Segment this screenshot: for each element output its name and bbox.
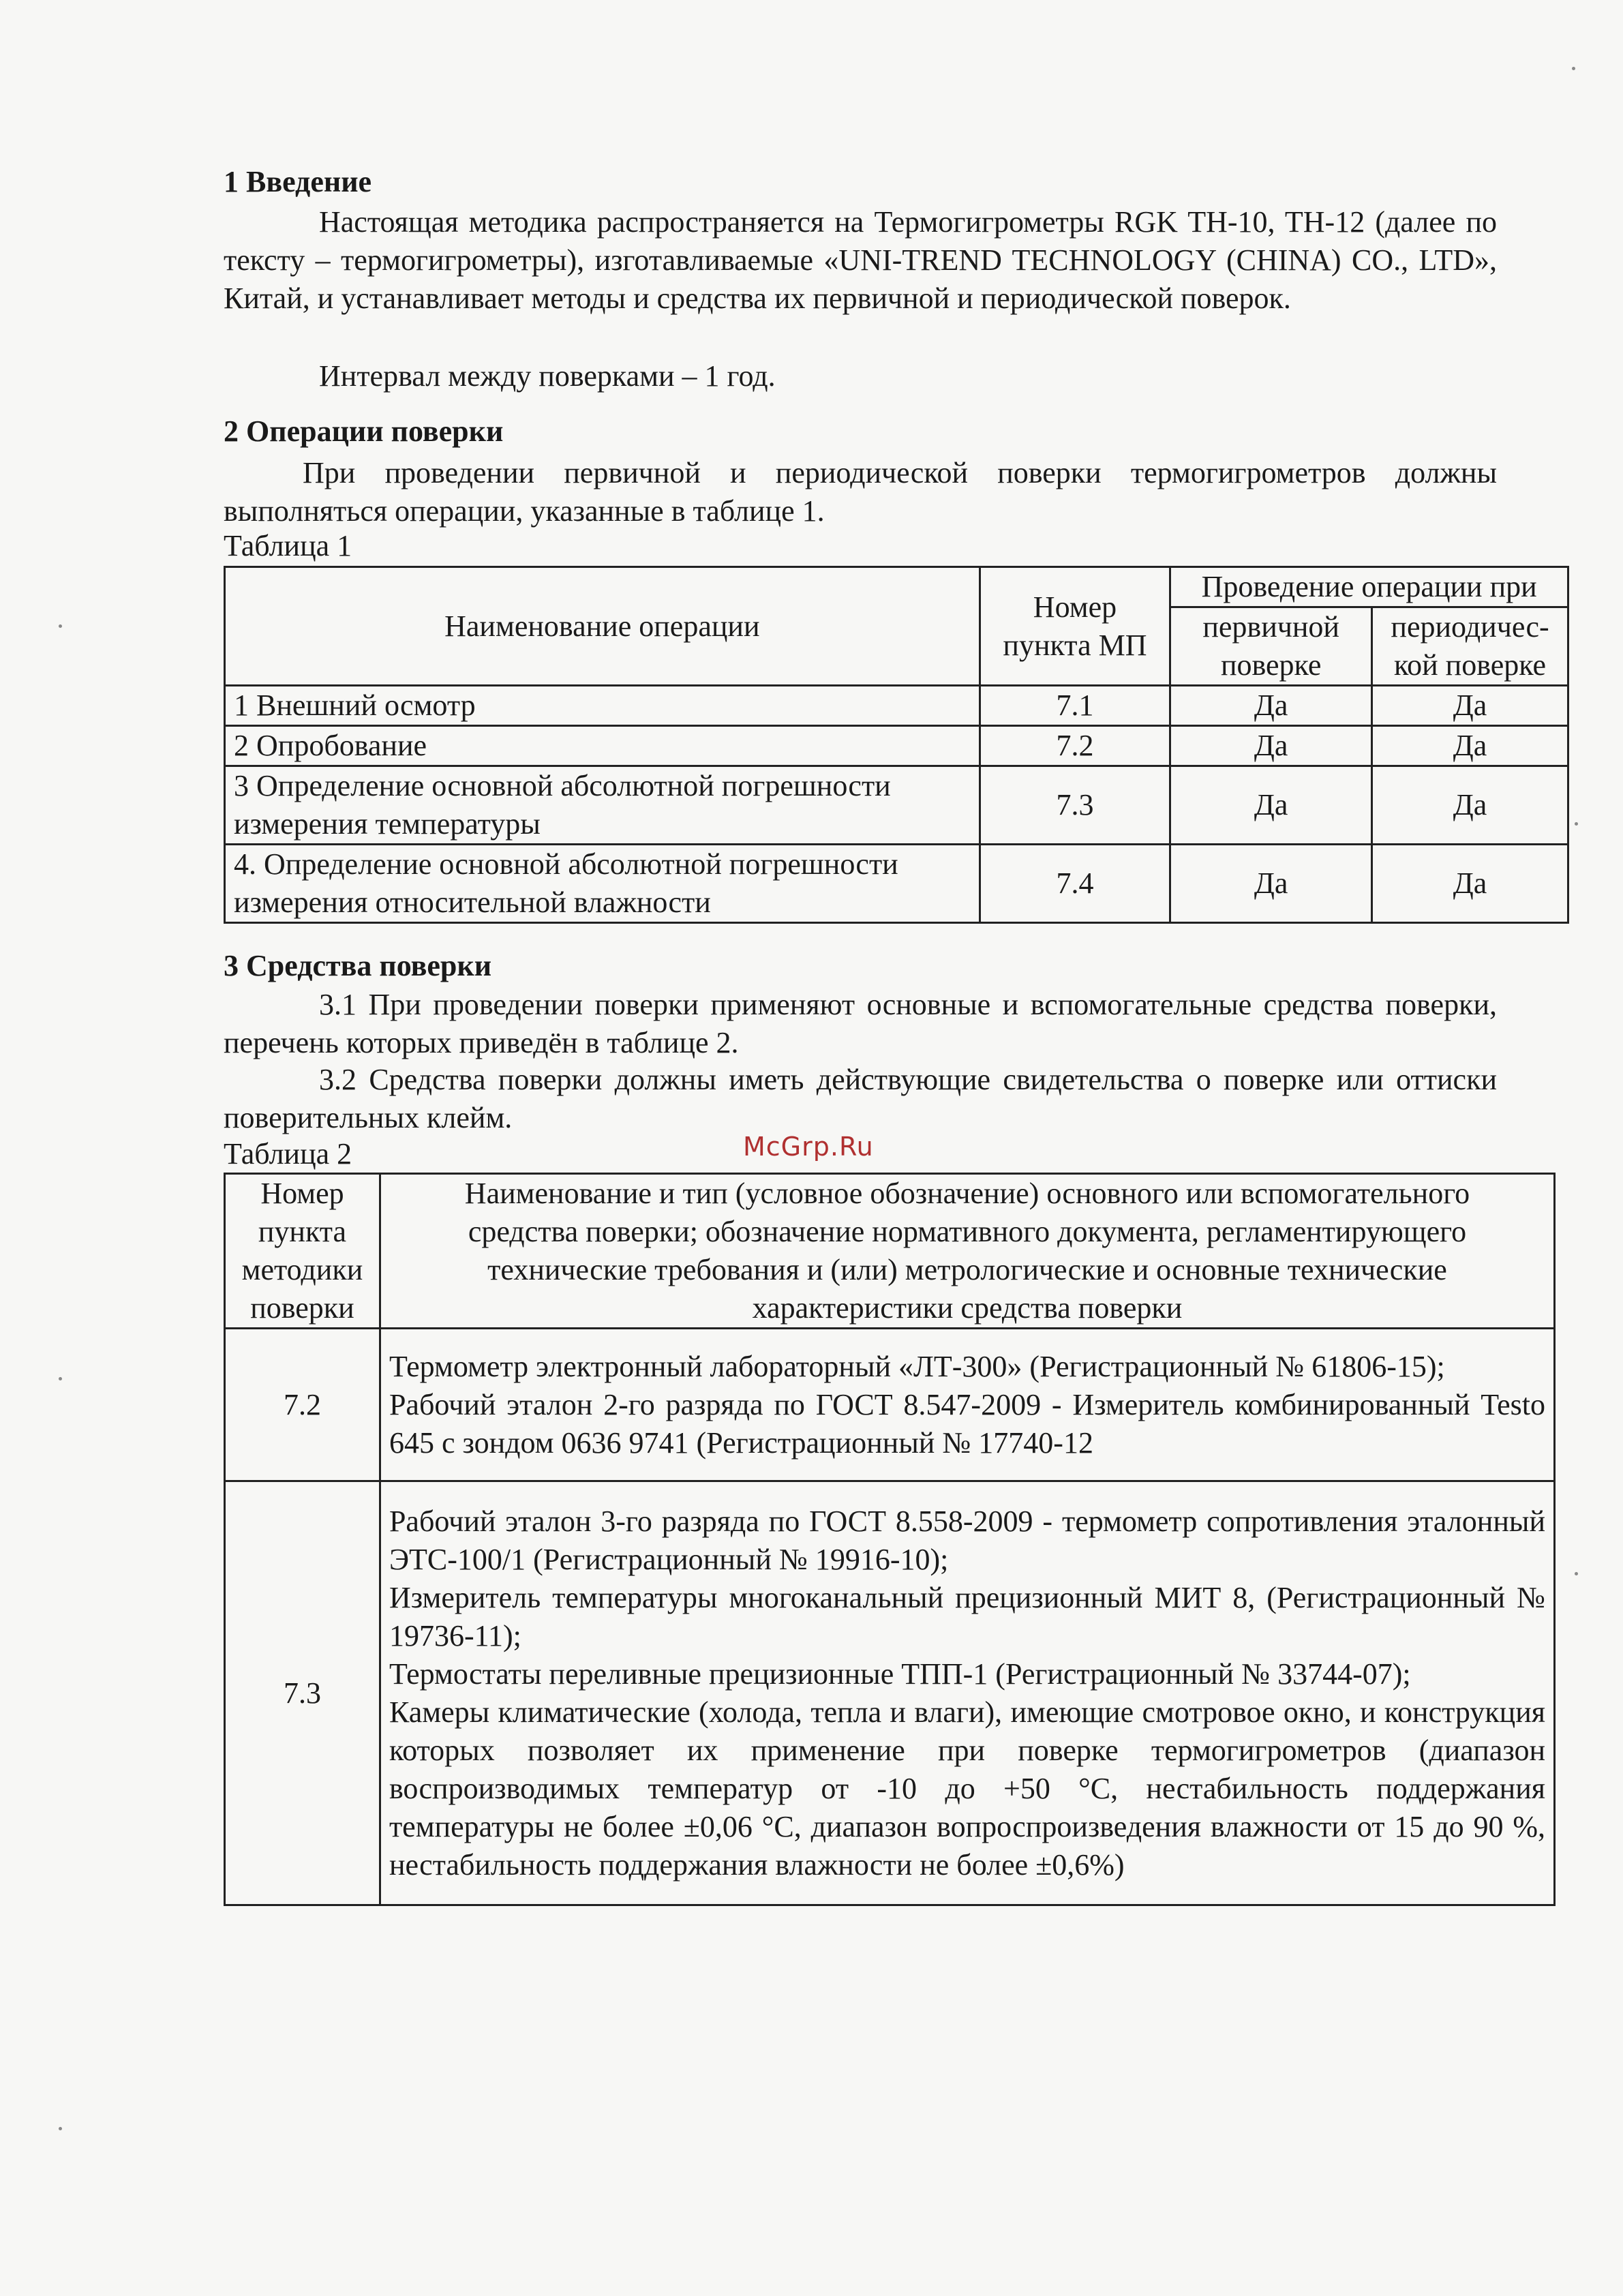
t1-cell-periodic: Да: [1372, 686, 1568, 726]
t1-cell-name: 2 Опробование: [225, 726, 980, 766]
t2-cell-number: 7.2: [225, 1329, 380, 1481]
table-row: [225, 726, 1568, 766]
t1-cell-periodic: Да: [1372, 845, 1568, 923]
t2-line: Рабочий эталон 2-го разряда по ГОСТ 8.547-2009 - Измеритель комбинированный Testo 645 с зондом 0636 9741 (Регистрационный № 17740-12: [389, 1387, 1545, 1460]
t1-header-primary: первичной поверке: [1170, 607, 1372, 686]
section-2-paragraph: При проведении первичной и периодической поверки термогигрометров должны выполняться операции, указанные в таблице 1.: [224, 456, 1497, 528]
t1-cell-name: 1 Внешний осмотр: [225, 686, 980, 726]
section-1-interval: Интервал между поверками – 1 год.: [319, 359, 776, 393]
scan-speck: [59, 1377, 62, 1380]
t1-header-periodic: периодичес-кой поверке: [1372, 607, 1568, 686]
table-row: [225, 845, 1568, 923]
table-2-caption: Таблица 2: [224, 1137, 352, 1170]
scan-speck: [1575, 822, 1578, 826]
t1-cell-number: 7.4: [980, 845, 1170, 923]
t1-cell-primary: Да: [1170, 766, 1372, 845]
t2-cell-description: [380, 1481, 1554, 1905]
t1-cell-periodic: Да: [1372, 726, 1568, 766]
scan-speck: [1575, 1572, 1578, 1575]
scan-speck: [1572, 67, 1575, 70]
t1-header-name: Наименование операции: [225, 567, 980, 686]
table-1-caption: Таблица 1: [224, 529, 352, 562]
t1-cell-periodic: Да: [1372, 766, 1568, 845]
section-3-heading: 3 Средства поверки: [224, 949, 492, 982]
t2-cell-description: [380, 1329, 1554, 1481]
t1-cell-name: 4. Определение основной абсолютной погрешности измерения относительной влажности: [225, 845, 980, 923]
table-row: [225, 686, 1568, 726]
table-row: [225, 1481, 1555, 1905]
t1-cell-number: 7.2: [980, 726, 1170, 766]
watermark: McGrp.Ru: [743, 1132, 874, 1162]
table-2: [224, 1173, 1556, 1906]
t2-line: Камеры климатические (холода, тепла и влаги), имеющие смотровое окно, и конструкция которых позволяет их применение при поверке термогигрометров (диапазон воспроизводимых температур от -10 до +50 °С, нестабильность поддержания температуры не более ±0,06 °С, диапазон вопроспроизведения влажности от 15 до 90 %, нестабильность поддержания влажности не более ±0,6%): [389, 1695, 1545, 1882]
section-1-paragraph: Настоящая методика распространяется на Термогигрометры RGK TH-10, TH-12 (далее по тексту – термогигрометры), изготавливаемые «UNI-TREND TECHNOLOGY (CHINA) CO., LTD», Китай, и устанавливает методы и средства их первичной и периодической поверок.: [224, 205, 1497, 315]
t1-cell-primary: Да: [1170, 845, 1372, 923]
section-3-paragraph-1: 3.1 При проведении поверки применяют основные и вспомогательные средства поверки, перечень которых приведён в таблице 2.: [224, 988, 1497, 1059]
table-1: [224, 566, 1569, 924]
section-3-paragraph-2: 3.2 Средства поверки должны иметь действующие свидетельства о поверке или оттиски поверительных клейм.: [224, 1063, 1497, 1134]
t1-cell-name: 3 Определение основной абсолютной погрешности измерения температуры: [225, 766, 980, 845]
t1-header-group: Проведение операции при: [1170, 567, 1568, 607]
scan-speck: [59, 2127, 62, 2130]
t2-header-number: Номер пункта методики поверки: [225, 1174, 380, 1329]
scan-speck: [59, 624, 62, 628]
t1-cell-primary: Да: [1170, 726, 1372, 766]
section-1-heading: 1 Введение: [224, 165, 372, 198]
t1-cell-primary: Да: [1170, 686, 1372, 726]
t1-cell-number: 7.1: [980, 686, 1170, 726]
t2-line: Рабочий эталон 3-го разряда по ГОСТ 8.558-2009 - термометр сопротивления эталонный ЭТС-100/1 (Регистрационный № 19916-10);: [389, 1504, 1545, 1576]
t2-header-description: Наименование и тип (условное обозначение) основного или вспомогательного средства поверки; обозначение нормативного документа, регламентирующего технические требования и (или) метрологические и основные технические характеристики средства поверки: [380, 1174, 1554, 1329]
table-row: [225, 1329, 1555, 1481]
table-row: [225, 766, 1568, 845]
t2-cell-number: 7.3: [225, 1481, 380, 1905]
t1-header-number: Номер пункта МП: [980, 567, 1170, 686]
t2-line: Измеритель температуры многоканальный прецизионный МИТ 8, (Регистрационный № 19736-11);: [389, 1580, 1545, 1652]
t2-line: Термостаты переливные прецизионные ТПП-1 (Регистрационный № 33744-07);: [389, 1657, 1411, 1691]
section-2-heading: 2 Операции поверки: [224, 414, 504, 448]
t1-cell-number: 7.3: [980, 766, 1170, 845]
t2-line: Термометр электронный лабораторный «ЛТ-300» (Регистрационный № 61806-15);: [389, 1349, 1445, 1383]
